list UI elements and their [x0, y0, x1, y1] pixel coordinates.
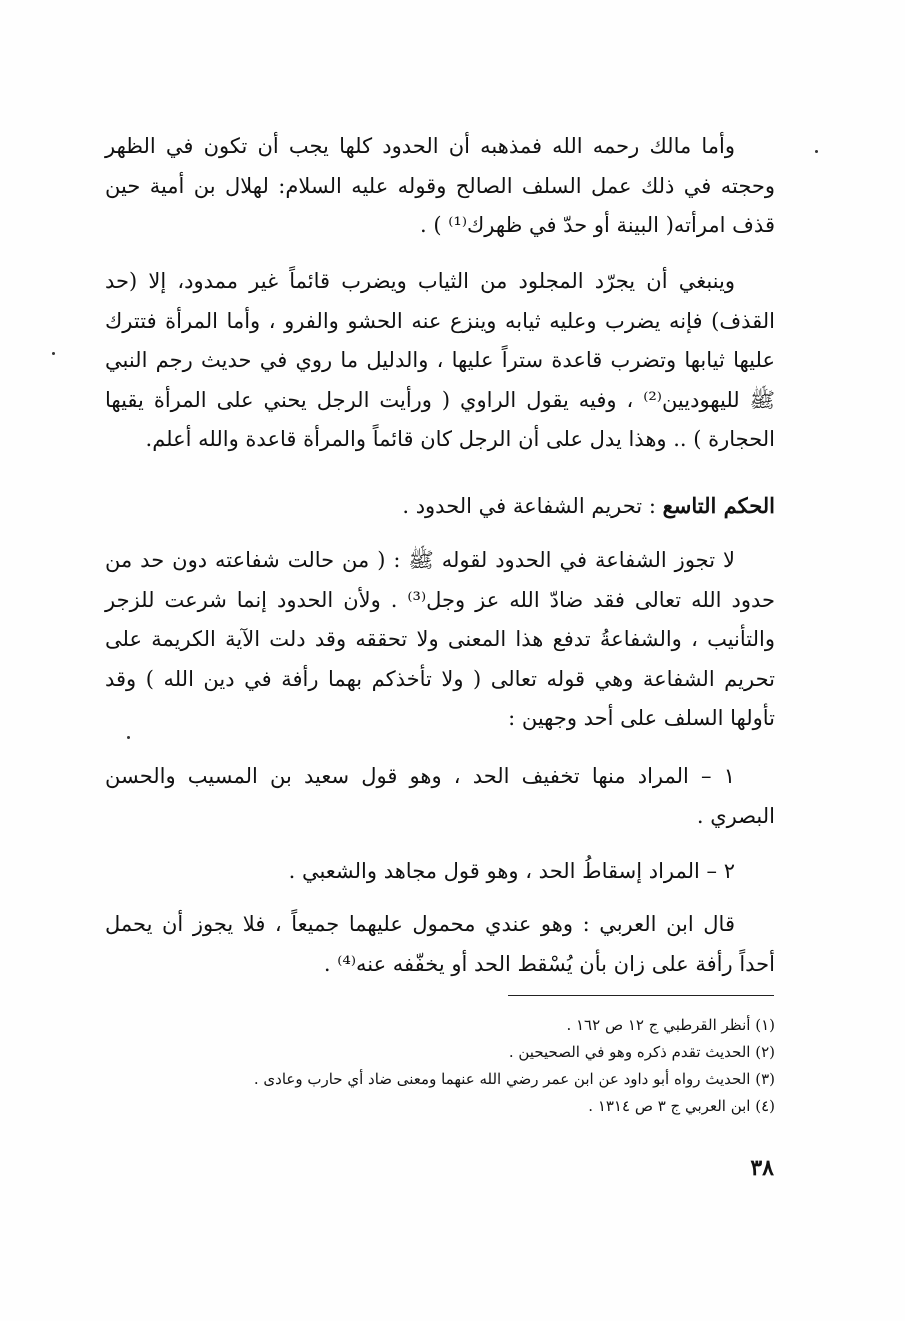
- heading-rest: : تحريم الشفاعة في الحدود .: [402, 494, 663, 518]
- list-item-point-2: [105, 852, 775, 892]
- paragraph-intercession: [105, 541, 775, 739]
- list-item-point-1: [105, 757, 775, 836]
- heading-text: [105, 486, 775, 526]
- heading-label: الحكم التاسع: [662, 493, 775, 518]
- footnotes: [105, 1012, 775, 1120]
- scan-speck: [815, 150, 818, 153]
- paragraph-stripping-clothes: [105, 262, 775, 460]
- scan-speck: [127, 736, 130, 739]
- footnote-1: (١) أنظر القرطبي ج ١٢ ص ١٦٢ .: [566, 1016, 775, 1034]
- footnote-3: (٣) الحديث رواه أبو داود عن ابن عمر رضي الله عنهما ومعنى ضاد أي حارب وعادى .: [253, 1070, 775, 1088]
- list-item-text: ١ – المراد منها تخفيف الحد ، وهو قول سعيد بن المسيب والحسن البصري .: [105, 764, 775, 828]
- section-heading: [105, 486, 775, 526]
- paragraph-maliki-opinion: [105, 127, 775, 246]
- scan-speck: [52, 352, 55, 355]
- paragraph-text: وينبغي أن يجرّد المجلود من الثياب ويضرب قائماً غير ممدود، إلا (حد القذف) فإنه يضرب وعليه ثيابه وينزع عنه الحشو والفرو ، وأما المرأة فتترك عليها ثيابها وتضرب قاعدة ستراً عليها ، والدليل ما روي في حديث رجم النبي ﷺ لليهوديين⁽²⁾ ، وفيه يقول الراوي ( ورأيت الرجل يحني على المرأة يقيها الحجارة ) .. وهذا يدل على أن الرجل كان قائماً والمرأة قاعدة والله أعلم.: [105, 269, 775, 451]
- page-number: ٣٨: [750, 1155, 774, 1181]
- paragraph-text: لا تجوز الشفاعة في الحدود لقوله ﷺ : ( من حالت شفاعته دون حد من حدود الله تعالى فقد ضادّ الله عز وجل⁽³⁾ . ولأن الحدود إنما شرعت للزجر والتأنيب ، والشفاعةُ تدفع هذا المعنى ولا تحققه وقد دلت الآية الكريمة على تحريم الشفاعة وهي قوله تعالى ( ولا تأخذكم بهما رأفة في دين الله ) وقد تأولها السلف على أحد وجهين :: [105, 548, 775, 730]
- footnote-2: (٢) الحديث تقدم ذكره وهو في الصحيحين .: [508, 1043, 775, 1061]
- paragraph-text: قال ابن العربي : وهو عندي محمول عليهما جميعاً ، فلا يجوز أن يحمل أحداً رأفة على زان بأن يُسْقط الحد أو يخفّفه عنه⁽⁴⁾ .: [105, 912, 775, 976]
- list-item-text: ٢ – المراد إسقاطُ الحد ، وهو قول مجاهد والشعبي .: [288, 859, 735, 883]
- paragraph-ibn-arabi: [105, 905, 775, 984]
- footnote-4: (٤) ابن العربي ج ٣ ص ١٣١٤ .: [588, 1097, 775, 1115]
- footnote-separator: [508, 995, 774, 996]
- paragraph-text: وأما مالك رحمه الله فمذهبه أن الحدود كلها يجب أن تكون في الظهر وحجته في ذلك عمل السلف الصالح وقوله عليه السلام: لهلال بن أمية حين قذف امرأته( البينة أو حدّ في ظهرك⁽¹⁾ ) .: [105, 134, 775, 237]
